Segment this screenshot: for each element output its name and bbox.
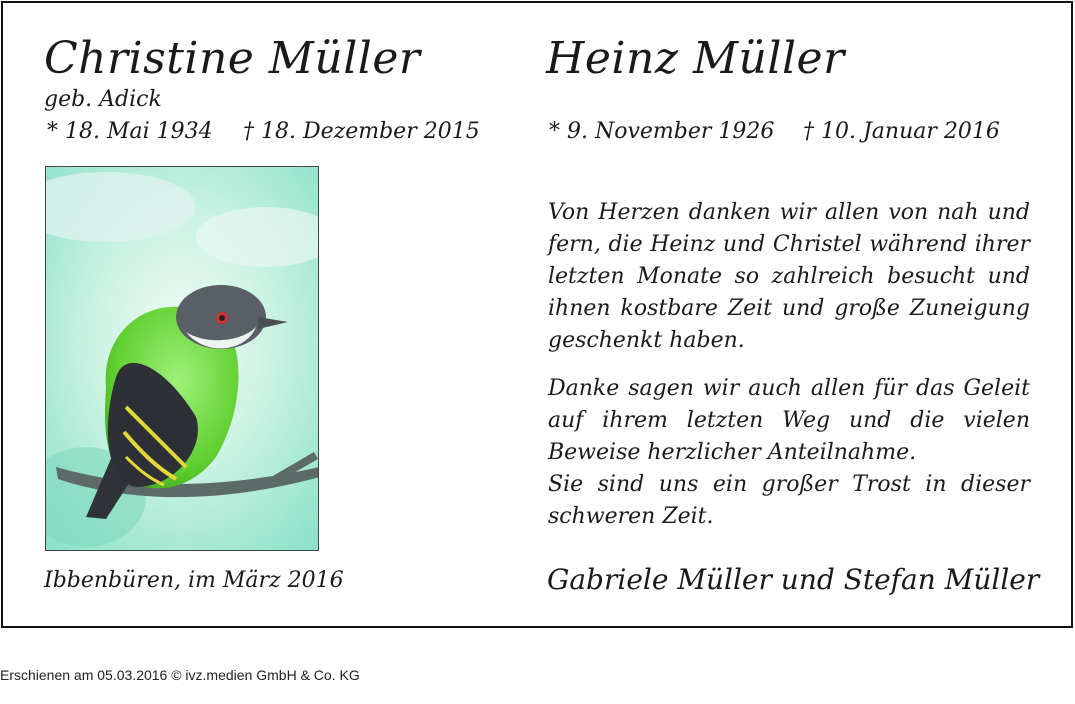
place-and-date: Ibbenbüren, im März 2016 — [44, 568, 344, 593]
thanks-paragraph-2b: Sie sind uns ein großer Trost in dieser schweren Zeit. — [548, 472, 1030, 529]
bird-illustration — [46, 167, 319, 551]
death-date-christine: † 18. Dezember 2015 — [243, 119, 480, 144]
death-date-heinz: † 10. Januar 2016 — [803, 119, 1000, 144]
deceased-name-christine: Christine Müller — [44, 33, 421, 84]
thanks-paragraph-2a: Danke sagen wir auch allen für das Geleit auf ihrem letzten Weg und die vielen Beweise herzlicher Anteilnahme. — [548, 376, 1030, 465]
signature-names: Gabriele Müller und Stefan Müller — [547, 563, 1040, 596]
publication-footer: Erschienen am 05.03.2016 © ivz.medien GmbH & Co. KG — [0, 667, 360, 683]
bird-watercolor-image — [45, 166, 319, 551]
birth-date-christine: * 18. Mai 1934 — [47, 119, 213, 144]
maiden-name: geb. Adick — [44, 87, 162, 112]
thanks-paragraph-1: Von Herzen danken wir allen von nah und fern, die Heinz und Christel während ihrer letzten Monate so zahlreich besucht und ihnen kostbare Zeit und große Zuneigung geschenkt haben. — [548, 200, 1030, 353]
birth-date-heinz: * 9. November 1926 — [549, 119, 775, 144]
deceased-name-heinz: Heinz Müller — [546, 33, 845, 84]
obituary-card — [1, 1, 1073, 628]
